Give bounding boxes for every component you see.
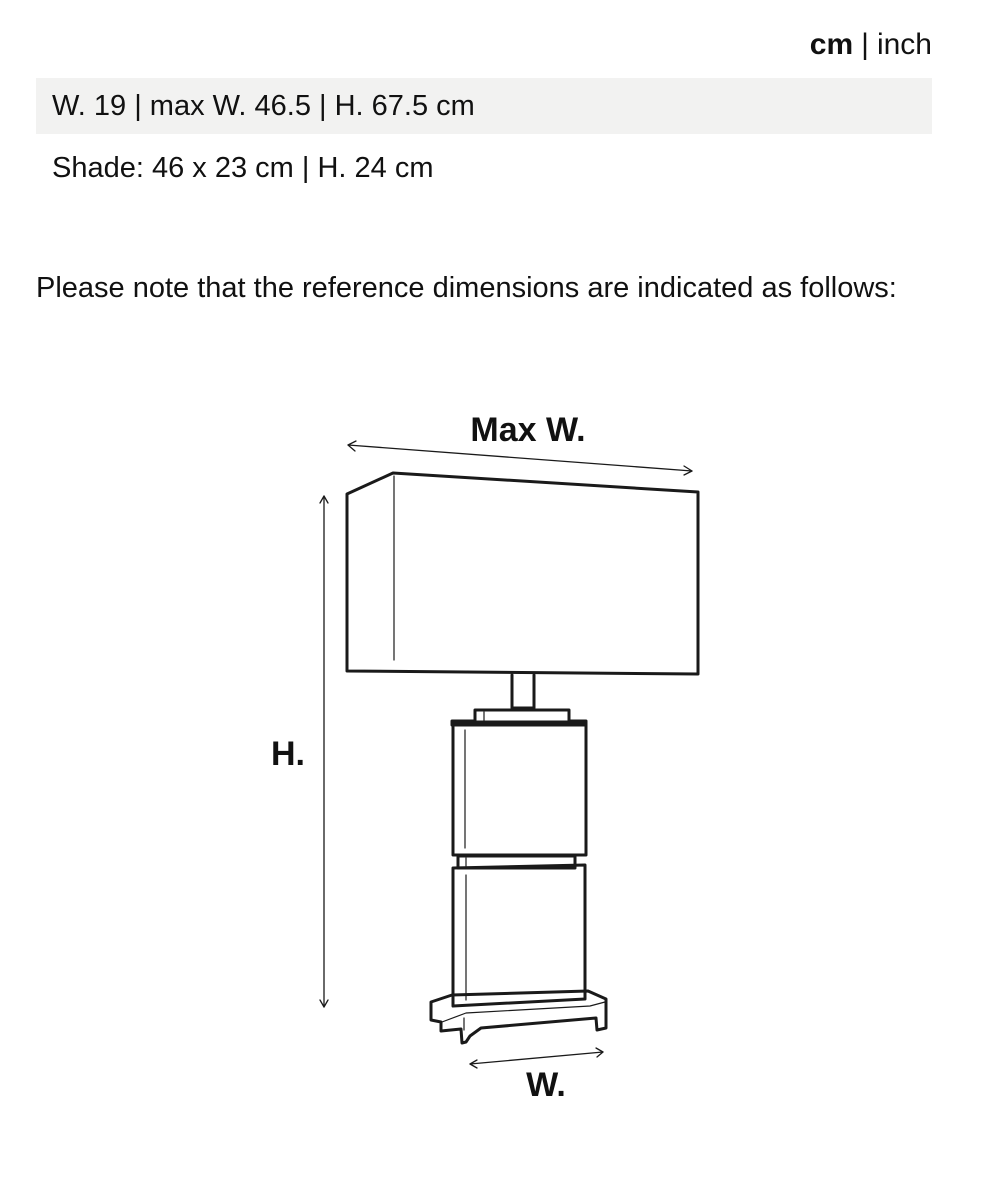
height-label: H. <box>271 735 305 773</box>
shade-dimensions: Shade: 46 x 23 cm | H. 24 cm <box>52 152 434 184</box>
width-arrow <box>470 1048 603 1068</box>
lamp-lower-block <box>453 865 585 1006</box>
lamp-shade <box>347 473 698 674</box>
unit-cm-option[interactable]: cm <box>809 28 854 61</box>
main-dimensions: W. 19 | max W. 46.5 | H. 67.5 cm <box>36 78 932 134</box>
lamp-stem <box>512 675 534 708</box>
max-width-label: Max W. <box>470 411 586 449</box>
lamp-dimension-diagram <box>0 390 994 1130</box>
height-arrow <box>320 496 328 1007</box>
unit-toggle <box>810 28 932 62</box>
unit-inch-option[interactable]: inch <box>876 28 932 61</box>
lamp-diagram-svg <box>0 390 994 1130</box>
lamp-upper-block <box>453 722 586 855</box>
unit-separator: | <box>861 28 869 61</box>
reference-note: Please note that the reference dimensions are indicated as follows: <box>36 272 897 304</box>
width-label: W. <box>526 1066 566 1104</box>
